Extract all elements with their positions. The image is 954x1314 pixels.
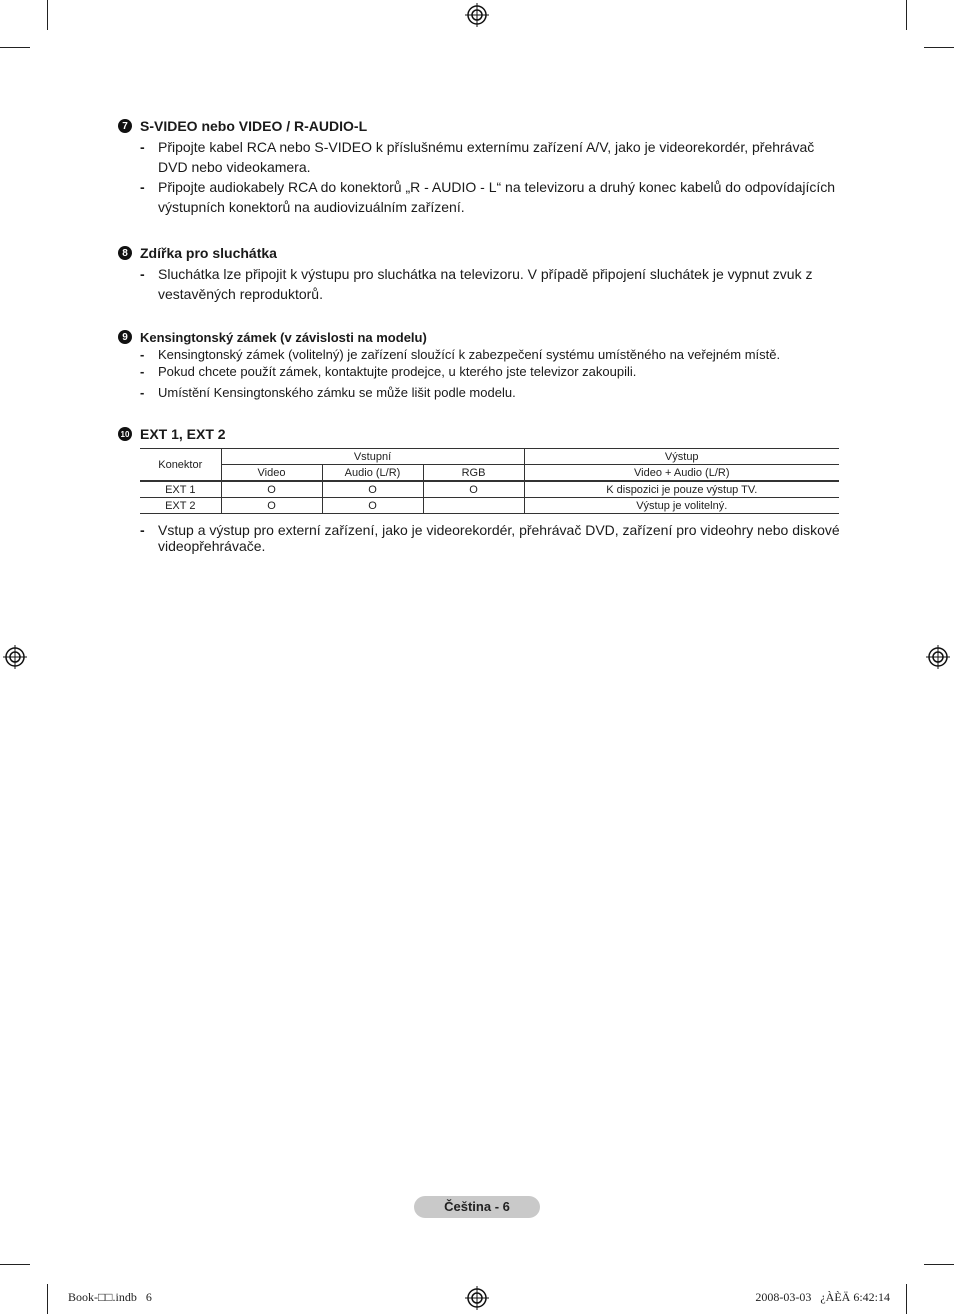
list-item: [118, 346, 840, 363]
table-header-cell: Audio (L/R): [322, 465, 423, 482]
section-number-icon: 7: [118, 119, 132, 133]
table-cell: O: [221, 481, 322, 498]
table-header-cell: Výstup: [524, 449, 839, 465]
page-number-label: Čeština - 6: [414, 1196, 540, 1218]
section-title: Kensingtonský zámek (v závislosti na modelu): [140, 329, 427, 345]
dash-bullet: -: [140, 364, 145, 379]
table-cell: EXT 2: [140, 498, 221, 514]
dash-bullet: -: [140, 522, 145, 538]
table-row: [140, 481, 839, 498]
table-cell: O: [322, 481, 423, 498]
table-cell: Výstup je volitelný.: [524, 498, 839, 514]
section-heading: [118, 117, 840, 135]
crop-mark: [906, 0, 907, 30]
dash-bullet: -: [140, 347, 145, 362]
section-heading: [118, 425, 840, 443]
table-cell: O: [221, 498, 322, 514]
registration-mark-icon: [926, 645, 950, 669]
list-item: [118, 363, 840, 380]
table-row: [140, 498, 839, 514]
dash-bullet: -: [140, 266, 145, 282]
print-slug-left: Book-□□.indb 6: [68, 1290, 152, 1304]
dash-bullet: -: [140, 385, 145, 400]
crop-mark: [906, 1284, 907, 1314]
table-header-cell: RGB: [423, 465, 524, 482]
list-item: [118, 384, 840, 401]
crop-mark: [47, 1284, 48, 1314]
table-cell: [423, 498, 524, 514]
registration-mark-icon: [3, 645, 27, 669]
section-number-icon: 8: [118, 246, 132, 260]
list-item-text: Připojte audiokabely RCA do konektorů „R - AUDIO - L“ na televizoru a druhý konec kabelů do odpovídajících výstupních konektorů na audiovizuálním zařízení.: [158, 179, 836, 215]
table-cell: EXT 1: [140, 481, 221, 498]
section-heading: [118, 244, 840, 262]
table-header-cell: Video: [221, 465, 322, 482]
list-item-text: Umístění Kensingtonského zámku se může lišit podle modelu.: [158, 385, 516, 400]
section-number-icon: 9: [118, 330, 132, 344]
list-item: [118, 264, 840, 304]
section-kensington: [118, 328, 840, 401]
table-cell: K dispozici je pouze výstup TV.: [524, 481, 839, 498]
list-item-text: Vstup a výstup pro externí zařízení, jako je videorekordér, přehrávač DVD, zařízení pro videohry nebo diskové videopřehrávače.: [158, 522, 840, 554]
table-header-cell: Video + Audio (L/R): [524, 465, 839, 482]
registration-mark-icon: [465, 3, 489, 27]
section-title: Zdířka pro sluchátka: [140, 245, 277, 261]
section-ext-notes: [118, 522, 840, 554]
list-item-text: Pokud chcete použít zámek, kontaktujte prodejce, u kterého jste televizor zakoupili.: [158, 364, 637, 379]
list-item: [118, 522, 840, 554]
dash-bullet: -: [140, 179, 145, 195]
section-svideo: [118, 117, 840, 217]
crop-mark: [0, 47, 30, 48]
crop-mark: [47, 0, 48, 30]
crop-mark: [0, 1264, 30, 1265]
section-title: EXT 1, EXT 2: [140, 426, 226, 442]
list-item-text: Připojte kabel RCA nebo S-VIDEO k příslušnému externímu zařízení A/V, jako je videorekordér, přehrávač DVD nebo videokamera.: [158, 139, 815, 175]
list-item-text: Kensingtonský zámek (volitelný) je zařízení sloužící k zabezpečení systému umístěného na veřejném místě.: [158, 347, 781, 362]
list-item: [118, 137, 840, 177]
section-ext: [118, 425, 840, 443]
table-header-row: [140, 449, 839, 465]
table-header-cell: Konektor: [140, 449, 221, 482]
dash-bullet: -: [140, 139, 145, 155]
table-cell: O: [322, 498, 423, 514]
section-heading: [118, 328, 840, 346]
list-item-text: Sluchátka lze připojit k výstupu pro sluchátka na televizoru. V případě připojení sluchátek je vypnut zvuk z vestavěných reproduktorů.: [158, 266, 813, 302]
section-number-icon: 10: [118, 427, 132, 441]
table-subheader-row: [140, 465, 839, 482]
print-slug-right: 2008-03-03 ¿ÀÈÄ 6:42:14: [755, 1290, 890, 1304]
list-item: [118, 177, 840, 217]
registration-mark-icon: [465, 1286, 489, 1310]
ext-connector-table: [140, 448, 839, 514]
crop-mark: [924, 1264, 954, 1265]
section-headphones: [118, 244, 840, 304]
section-title: S-VIDEO nebo VIDEO / R-AUDIO-L: [140, 118, 368, 134]
table-header-cell: Vstupní: [221, 449, 524, 465]
table-cell: O: [423, 481, 524, 498]
crop-mark: [924, 47, 954, 48]
